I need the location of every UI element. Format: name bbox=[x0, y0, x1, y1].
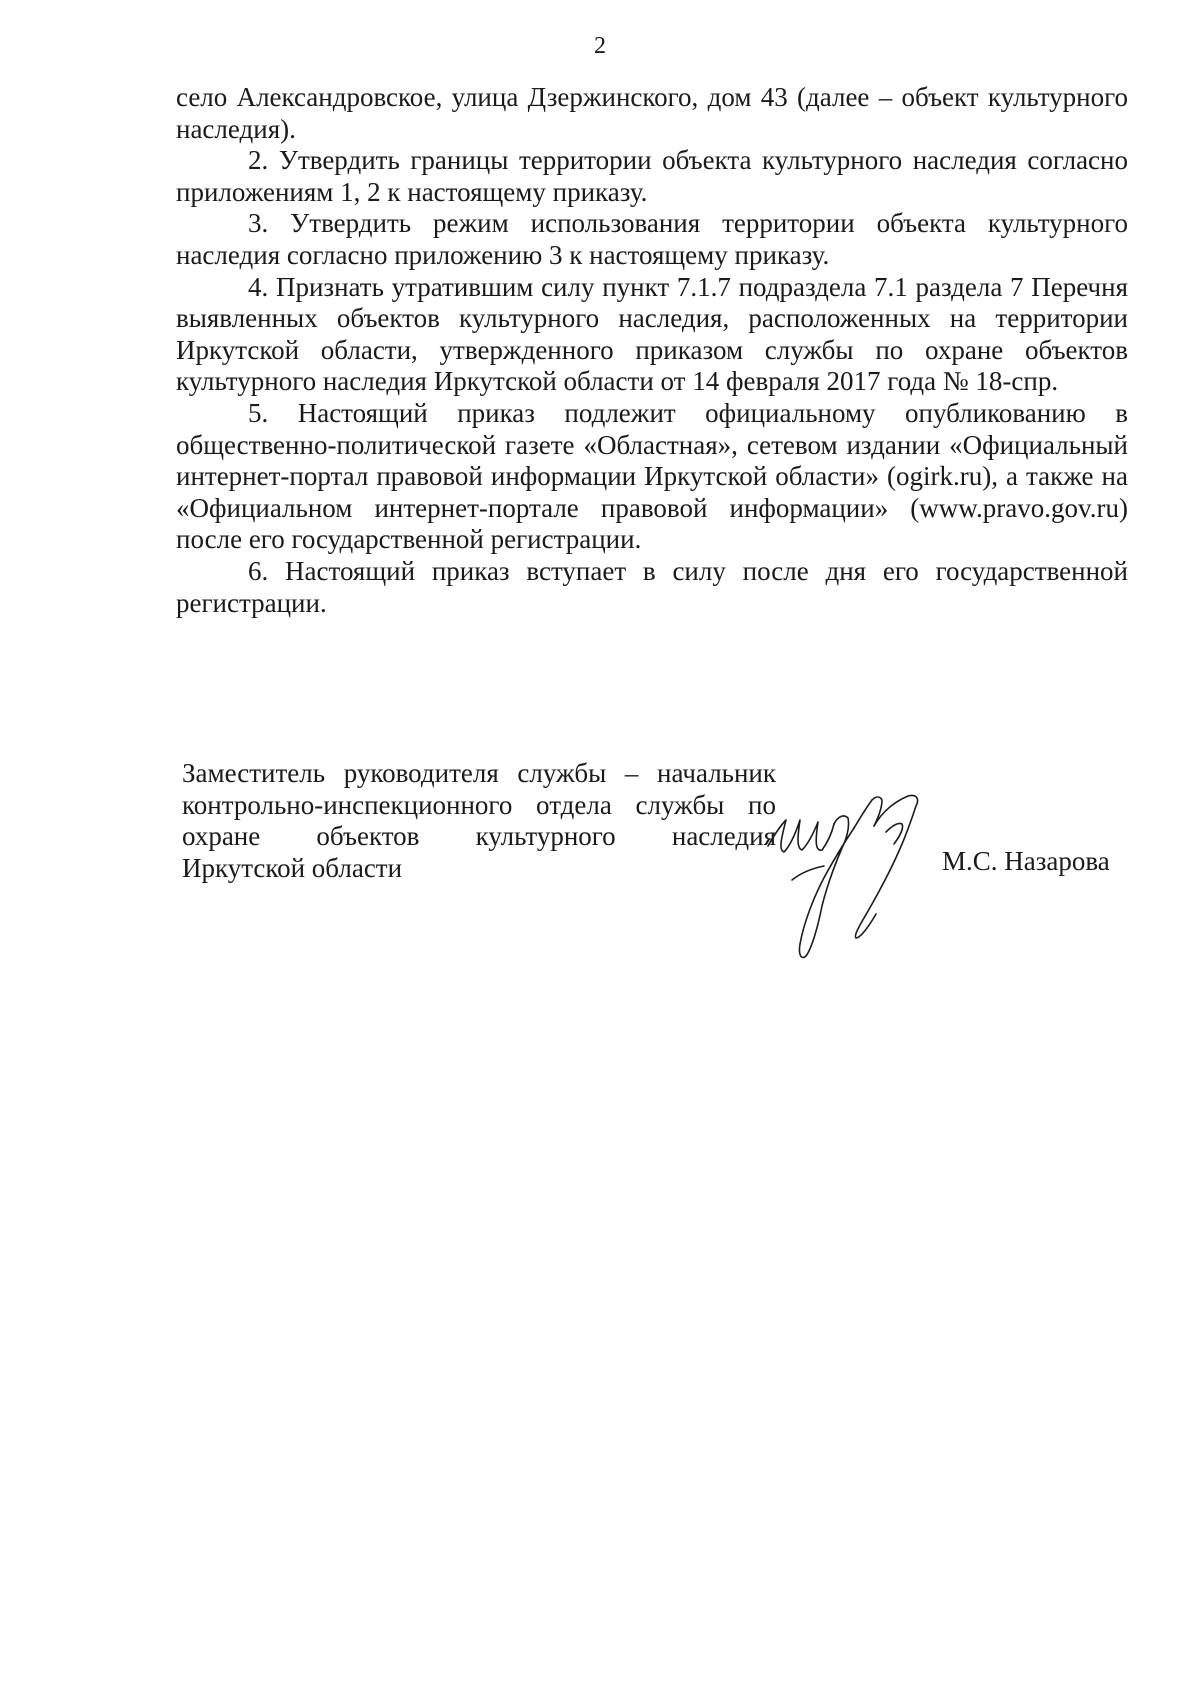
document-body bbox=[176, 82, 1128, 619]
page-number: 2 bbox=[594, 33, 606, 59]
signatory-position-line-2: контрольно-инспекционного отдела службы по bbox=[182, 789, 776, 820]
signatory-position-line-4: Иркутской области bbox=[182, 852, 403, 883]
paragraph-continuation: село Александровское, улица Дзержинского, дом 43 (далее – объект культурного наследия). bbox=[176, 82, 1128, 144]
handwritten-signature bbox=[762, 788, 942, 960]
paragraph-item-3: 3. Утвердить режим использования территории объекта культурного наследия согласно приложению 3 к настоящему приказу. bbox=[176, 208, 1128, 270]
signatory-position-line-1: Заместитель руководителя службы – начальник bbox=[182, 758, 776, 788]
signatory-position bbox=[182, 758, 776, 884]
paragraph-item-4: 4. Признать утратившим силу пункт 7.1.7 подраздела 7.1 раздела 7 Перечня выявленных объектов культурного наследия, расположенных на территории Иркутской области, утвержденного приказом службы по охране объектов культурного наследия Иркутской области от 14 февраля 2017 года № 18-спр. bbox=[176, 271, 1128, 397]
signatory-name: М.С. Назарова bbox=[942, 846, 1110, 876]
signatory-position-line-3: охране объектов культурного наследия bbox=[182, 821, 776, 852]
paragraph-item-2: 2. Утвердить границы территории объекта культурного наследия согласно приложениям 1, 2 к настоящему приказу. bbox=[176, 145, 1128, 207]
paragraph-item-5: 5. Настоящий приказ подлежит официальному опубликованию в общественно-политической газете «Областная», сетевом издании «Официальный интернет-портал правовой информации Иркутской области» (ogirk.ru), а также на «Официальном интернет-портале правовой информации» (www.pravo.gov.ru) после его государственной регистрации. bbox=[176, 397, 1128, 555]
paragraph-item-6: 6. Настоящий приказ вступает в силу после дня его государственной регистрации. bbox=[176, 555, 1128, 618]
